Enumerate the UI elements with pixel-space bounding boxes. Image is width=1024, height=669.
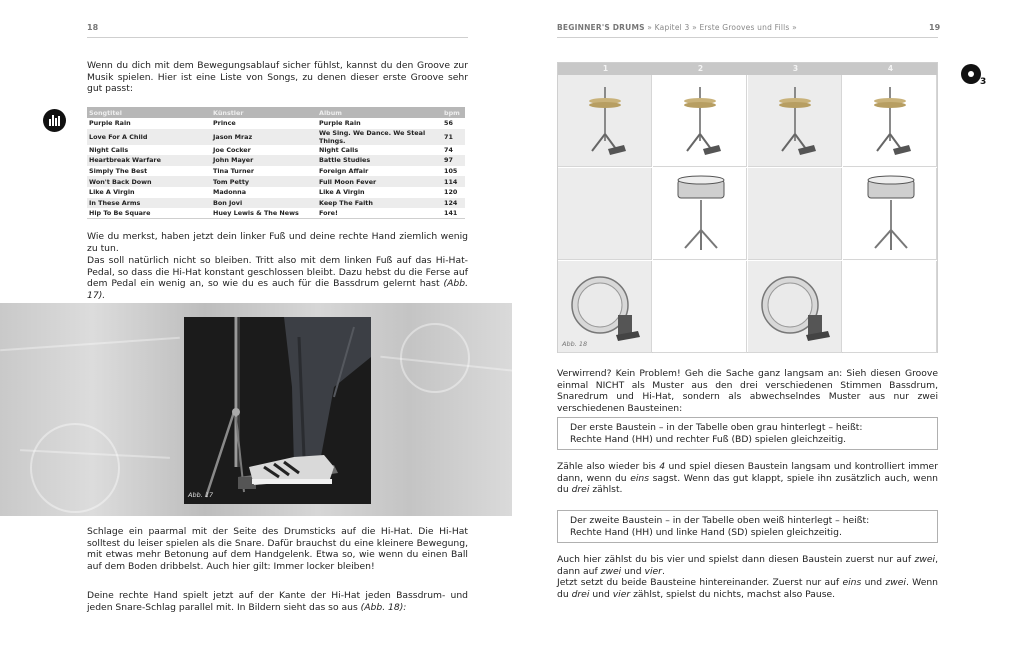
grid-col-3: 3 xyxy=(792,64,799,73)
table-row xyxy=(87,118,465,129)
grid-caption-18: Abb. 18 xyxy=(562,340,588,348)
cell-album: Night Calls xyxy=(319,145,359,154)
emph-span: zwei xyxy=(600,565,622,577)
table-row xyxy=(87,176,465,187)
emph-span: drei xyxy=(571,484,590,496)
figure-ref-17: (Abb. 17). xyxy=(87,278,468,301)
cell-artist: Huey Lewis & The News xyxy=(213,209,299,218)
band-streak xyxy=(0,337,180,352)
grid-cell-hihat xyxy=(558,75,652,167)
hihat-pedal-photo xyxy=(184,317,371,504)
cell-bpm: 97 xyxy=(442,155,465,166)
para-confusing: Verwirrend? Kein Problem! Geh die Sache ganz langsam an: Sieh diesen Groove einmal NICHT als Muster aus den drei verschiedenen Stimmen Bassdrum, Snaredrum und Hi-Hat, sondern als abwechselndes Muster aus nur zwei verschiedenen Bausteinen: xyxy=(557,368,938,414)
info-box-second-line1: Der zweite Baustein – in der Tabelle oben weiß hinterlegt – heißt: xyxy=(570,515,870,526)
info-box-first-line2: Rechte Hand (HH) und rechter Fuß (BD) spielen gleichzeitig. xyxy=(570,433,847,445)
song-table xyxy=(87,107,465,219)
snare-image xyxy=(843,172,937,258)
audio-track-icon xyxy=(43,109,66,132)
table-row xyxy=(87,166,465,177)
table-row xyxy=(87,198,465,209)
text-span: und xyxy=(621,565,645,577)
right-header-rule xyxy=(557,37,938,38)
hihat-image xyxy=(843,79,937,165)
para-hihat-pedal xyxy=(87,255,468,301)
snare-image xyxy=(653,172,747,258)
table-header-row xyxy=(87,107,465,118)
info-box-first-line1: Der erste Baustein – in der Tabelle oben grau hinterlegt – heißt: xyxy=(570,422,863,433)
cell-songtitle: Hip To Be Square xyxy=(89,209,151,218)
emph-span: drei xyxy=(571,588,590,600)
cell-bpm: 74 xyxy=(444,145,453,154)
text-span: Auch hier zählst du bis vier und spielst dann diesen Baustein zuerst nur auf xyxy=(557,554,915,565)
grid-cell-empty xyxy=(843,261,937,353)
hihat-image xyxy=(748,79,842,165)
right-page-number: 19 xyxy=(929,23,941,32)
cell-bpm: 105 xyxy=(444,167,458,176)
grid-col-4: 4 xyxy=(887,64,894,73)
cell-bpm: 120 xyxy=(444,188,458,197)
para-hihat-pedal-text: Das soll natürlich nicht so bleiben. Tritt also mit dem linken Fuß auf das Hi-Hat-Pedal, so dass die Hi-Hat konstant geschlossen bleibt. Dazu hebst du die Ferse auf dem Pedal ein wenig an, so wie du es auch für die Bassdrum gelernt hast xyxy=(87,255,468,290)
grid-cell-hihat xyxy=(748,75,842,167)
cell-songtitle: Like A Virgin xyxy=(89,188,135,197)
bassdrum-image xyxy=(558,265,652,351)
text-span: zählst, spielst du nichts, machst also Pause. xyxy=(630,588,836,600)
text-span: . xyxy=(661,565,665,577)
table-row xyxy=(87,155,465,166)
running-head-brand: BEGINNER'S DRUMS xyxy=(557,23,645,32)
grid-col-2: 2 xyxy=(697,64,704,73)
photo-band xyxy=(0,303,512,516)
emph-span: zwei xyxy=(885,577,906,589)
grid-cell-hihat xyxy=(653,75,747,167)
para-count-two xyxy=(557,554,938,600)
grid-cell-bassdrum xyxy=(748,261,842,353)
cell-album: Fore! xyxy=(319,209,338,218)
table-row xyxy=(87,208,465,219)
left-header-rule xyxy=(87,37,468,38)
cell-album: Keep The Faith xyxy=(317,198,442,209)
hihat-image xyxy=(558,79,652,165)
intro-paragraph: Wenn du dich mit dem Bewegungsablauf sicher fühlst, kannst du den Groove zur Musik spielen. Hier ist eine Liste von Songs, zu denen dieser erste Groove sehr gut passt: xyxy=(87,60,468,95)
cell-album: Foreign Affair xyxy=(319,167,369,176)
table-header-artist: Künstler xyxy=(211,107,317,118)
table-header-songtitle: Songtitel xyxy=(87,107,211,118)
cell-bpm: 124 xyxy=(442,198,465,209)
grid-cell-bassdrum xyxy=(558,261,652,353)
text-span: und xyxy=(589,588,613,600)
info-box-second-line2: Rechte Hand (HH) und linke Hand (SD) spielen gleichzeitig. xyxy=(570,526,842,538)
cell-artist: Tina Turner xyxy=(213,167,255,176)
text-span: . Wenn du xyxy=(557,577,939,600)
info-box-first-block xyxy=(557,417,938,450)
text-span: Jetzt setzt du beide Bausteine hintereinander. Zuerst nur auf xyxy=(557,577,843,589)
hihat-image xyxy=(653,79,747,165)
text-span: und spiel diesen Baustein langsam und kontrolliert immer dann, wenn du xyxy=(557,461,938,484)
para-count-four xyxy=(557,461,938,496)
cell-artist: Madonna xyxy=(213,188,247,197)
grid-cell-snare xyxy=(653,168,747,260)
cell-songtitle: Simply The Best xyxy=(89,167,148,176)
cd-icon xyxy=(961,64,981,84)
cell-artist: John Mayer xyxy=(211,155,317,166)
band-swirl xyxy=(30,423,120,513)
cell-songtitle: Purple Rain xyxy=(89,119,131,128)
grid-cell-empty xyxy=(748,168,842,260)
cell-bpm: 56 xyxy=(444,119,453,128)
table-row xyxy=(87,129,465,145)
cell-album: Full Moon Fever xyxy=(317,176,442,187)
cell-album: Battle Studies xyxy=(317,155,442,166)
emph-span: eins xyxy=(630,472,650,484)
table-header-album: Album xyxy=(317,107,442,118)
left-page-number: 18 xyxy=(87,23,99,32)
para-drumstick: Schlage ein paarmal mit der Seite des Drumsticks auf die Hi-Hat. Die Hi-Hat solltest du leiser spielen als die Snare. Dafür brauchst du eine kleinere Bewegung, mit etwas mehr Betonung auf dem Handgelenk. Etwa so, wie wenn du einen Ball auf dem Boden dribbelst. Auch hier gilt: Immer locker bleiben! xyxy=(87,526,468,572)
grid-col-1: 1 xyxy=(602,64,609,73)
grid-cell-empty xyxy=(558,168,652,260)
cell-songtitle: Won't Back Down xyxy=(87,176,211,187)
emph-span: zwei xyxy=(914,554,936,565)
cell-songtitle: Heartbreak Warfare xyxy=(87,155,211,166)
running-head-chapter: » Kapitel 3 » Erste Grooves und Fills » xyxy=(644,23,797,32)
cell-album: Like A Virgin xyxy=(319,188,365,197)
cell-artist: Tom Petty xyxy=(211,176,317,187)
running-head xyxy=(557,23,797,32)
emph-span: eins xyxy=(842,577,862,589)
table-row xyxy=(87,145,465,156)
grid-cell-snare xyxy=(843,168,937,260)
emph-span: vier xyxy=(612,588,631,600)
info-box-second-block xyxy=(557,510,938,543)
cell-songtitle: Night Calls xyxy=(89,145,129,154)
cell-artist: Prince xyxy=(213,119,236,128)
cell-bpm: 141 xyxy=(444,209,458,218)
cell-album: Purple Rain xyxy=(319,119,361,128)
table-row xyxy=(87,187,465,198)
text-span: Zähle also wieder bis xyxy=(557,461,660,472)
para-right-hand xyxy=(87,590,468,613)
drum-grid xyxy=(557,62,938,353)
table-header-bpm: bpm xyxy=(442,107,465,118)
cell-songtitle: In These Arms xyxy=(87,198,211,209)
photo-caption-17: Abb. 17 xyxy=(188,491,214,499)
para-right-hand-text: Deine rechte Hand spielt jetzt auf der Kante der Hi-Hat jeden Bassdrum- und jeden Snare-Schlag parallel mit. In Bildern sieht das so aus xyxy=(87,590,468,613)
cell-artist: Bon Jovi xyxy=(211,198,317,209)
grid-cell-hihat xyxy=(843,75,937,167)
cell-bpm: 71 xyxy=(442,129,465,145)
para-left-hand-note: Wie du merkst, haben jetzt dein linker Fuß und deine rechte Hand ziemlich wenig zu tun. xyxy=(87,231,468,254)
figure-ref-18: (Abb. 18): xyxy=(360,601,407,613)
cell-artist: Joe Cocker xyxy=(213,145,251,154)
grid-cell-empty xyxy=(653,261,747,353)
cell-album: We Sing. We Dance. We Steal Things. xyxy=(317,129,442,145)
text-span: zählst. xyxy=(589,484,623,496)
cell-artist: Jason Mraz xyxy=(211,129,317,145)
emph-span: vier xyxy=(644,565,662,577)
cell-bpm: 114 xyxy=(442,176,465,187)
bassdrum-image xyxy=(748,265,842,351)
text-span: und xyxy=(861,577,886,589)
emph-span: 4 xyxy=(659,461,666,472)
band-swirl xyxy=(400,323,470,393)
cd-track-number: 3 xyxy=(980,77,987,87)
text-span: , dann auf xyxy=(557,554,938,577)
cell-songtitle: Love For A Child xyxy=(87,129,211,145)
text-span: sagst. Wenn das gut klappt, spiele ihn zusätzlich auch, wenn du xyxy=(557,472,938,496)
grid-header xyxy=(558,63,937,75)
